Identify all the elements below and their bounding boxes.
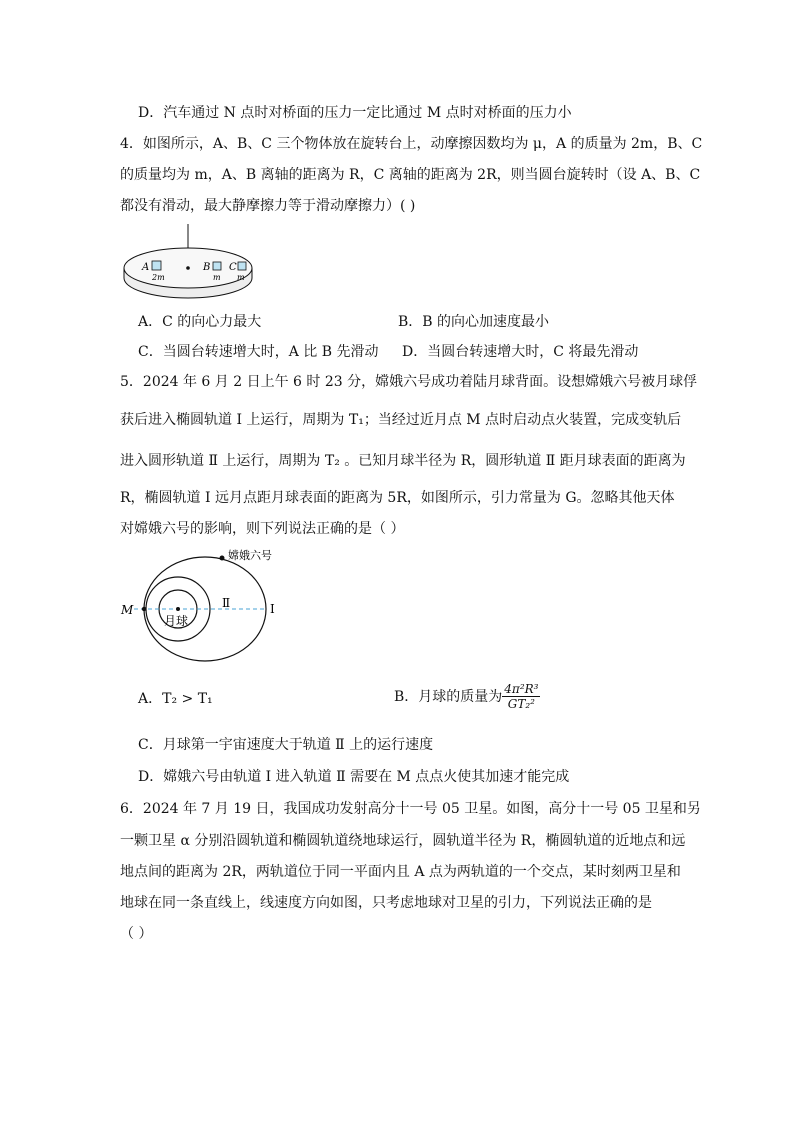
- turntable-figure: [118, 222, 263, 302]
- q5-stem-line-2: 获后进入椭圆轨道 Ⅰ 上运行，周期为 T₁；当经过近月点 M 点时启动点火装置，完成变轨后: [120, 412, 682, 428]
- orbit-figure: [118, 545, 293, 665]
- formula-denominator: GT₂²: [507, 697, 535, 711]
- q6-stem-line-1: 6．2024 年 7 月 19 日，我国成功发射高分十一号 05 卫星。如图，高分十一号 05 卫星和另: [120, 801, 701, 817]
- orbit-1-label: Ⅰ: [270, 602, 275, 616]
- label-b: B: [203, 262, 211, 273]
- q4-stem-line-1: 4．如图所示，A、B、C 三个物体放在旋转台上，动摩擦因数均为 μ，A 的质量为 2m，B、C: [120, 136, 703, 152]
- label-c: C: [229, 262, 237, 273]
- mass-formula: [502, 682, 540, 711]
- q5-option-d: D．嫦娥六号由轨道 Ⅰ 进入轨道 Ⅱ 需要在 M 点点火使其加速才能完成: [138, 769, 570, 785]
- formula-numerator: 4π²R³: [504, 682, 539, 696]
- q4-option-a: A．C 的向心力最大: [138, 314, 262, 330]
- moon-label: 月球: [164, 614, 189, 628]
- orbit-2-label: Ⅱ: [222, 596, 231, 610]
- block-a: [152, 261, 161, 270]
- label-a: A: [142, 262, 150, 273]
- q6-stem-line-5: （ ）: [120, 926, 153, 942]
- q4-stem-line-3: 都没有滑动，最大静摩擦力等于滑动摩擦力）( ): [120, 198, 416, 214]
- q5-option-a: A．T₂ > T₁: [138, 691, 213, 707]
- mass-b: m: [213, 273, 221, 282]
- block-b: [213, 262, 221, 270]
- q6-stem-line-4: 地球在同一条直线上，线速度方向如图，只考虑地球对卫星的引力，下列说法正确的是: [120, 895, 652, 911]
- probe-label: 嫦娥六号: [228, 549, 272, 562]
- mass-a: 2m: [152, 273, 165, 282]
- q5-stem-line-4: R，椭圆轨道 Ⅰ 远月点距月球表面的距离为 5R，如图所示，引力常量为 G。忽略其他天体: [120, 490, 675, 506]
- q5-option-b-text: B．月球的质量为: [394, 688, 503, 705]
- probe-dot: [220, 556, 225, 561]
- q5-option-c: C．月球第一宇宙速度大于轨道 Ⅱ 上的运行速度: [138, 737, 434, 753]
- block-c: [238, 262, 246, 270]
- q6-stem-line-3: 地点间的距离为 2R，两轨道位于同一平面内且 A 点为两轨道的一个交点，某时刻两卫星和: [120, 864, 681, 880]
- q5-stem-line-3: 进入圆形轨道 Ⅱ 上运行，周期为 T₂ 。已知月球半径为 R，圆形轨道 Ⅱ 距月球表面的距离为: [120, 453, 686, 469]
- q5-stem-line-5: 对嫦娥六号的影响，则下列说法正确的是（ ）: [120, 521, 405, 537]
- q4-option-b: B．B 的向心加速度最小: [398, 314, 550, 330]
- point-m-label: M: [121, 603, 134, 617]
- mass-c: m: [237, 273, 245, 282]
- q6-stem-line-2: 一颗卫星 α 分别沿圆轨道和椭圆轨道绕地球运行，圆轨道半径为 R，椭圆轨道的近地点和远: [120, 833, 686, 849]
- q4-stem-line-2: 的质量均为 m，A、B 离轴的距离为 R，C 离轴的距离为 2R，则当圆台旋转时（设 A、B、C: [120, 167, 701, 183]
- q5-stem-line-1: 5．2024 年 6 月 2 日上午 6 时 23 分，嫦娥六号成功着陆月球背面。设想嫦娥六号被月球俘: [120, 374, 698, 390]
- q5-option-b: [394, 682, 540, 711]
- q4-option-c: C．当圆台转速增大时，A 比 B 先滑动: [138, 344, 379, 360]
- q4-option-d: D．当圆台转速增大时，C 将最先滑动: [402, 344, 639, 360]
- q3-option-d: D．汽车通过 N 点时对桥面的压力一定比通过 M 点时对桥面的压力小: [138, 105, 572, 121]
